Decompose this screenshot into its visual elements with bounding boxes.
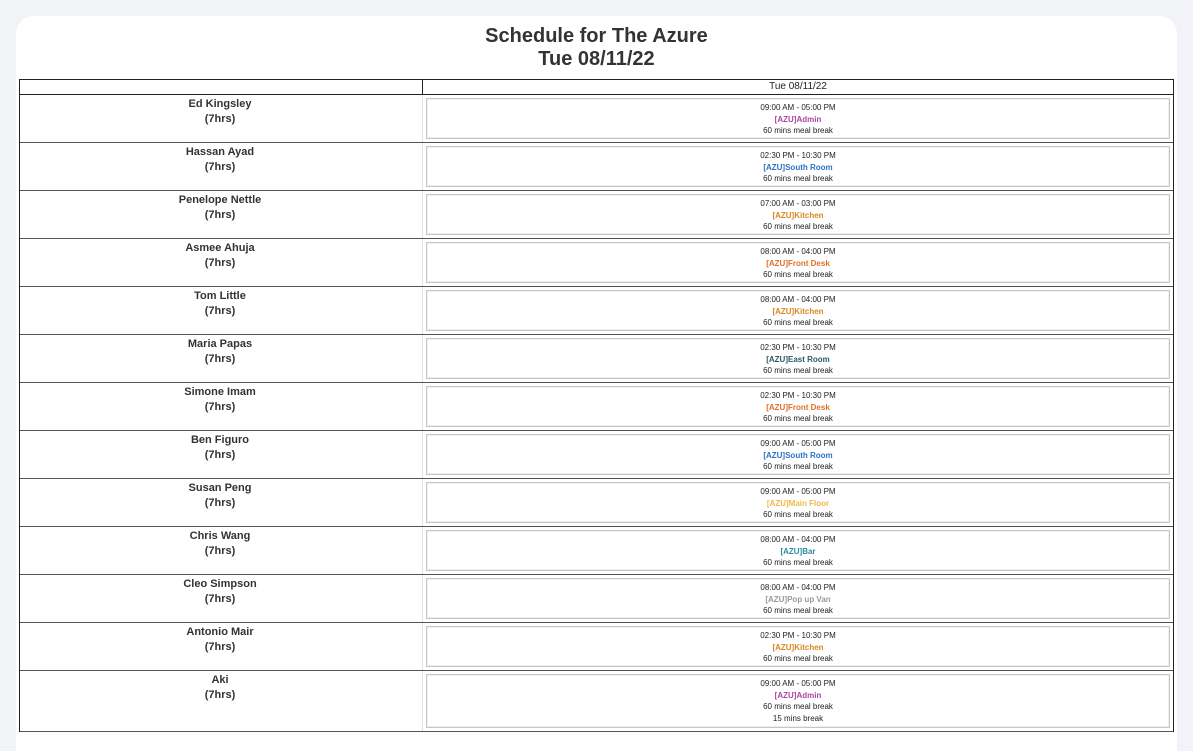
shift-cell	[422, 143, 1173, 190]
shift-area-label: [AZU]Bar	[780, 546, 816, 556]
employee-hours: (7hrs)	[204, 545, 236, 557]
shift-cell	[422, 383, 1173, 430]
shift-area-label: [AZU]Front Desk	[766, 258, 830, 268]
shift-time: 09:00 AM - 05:00 PM	[760, 487, 836, 496]
schedule-page	[16, 16, 1177, 751]
employee-hours: (7hrs)	[204, 305, 236, 317]
shift-cell	[422, 575, 1173, 622]
shift-area-label: [AZU]South Room	[763, 450, 833, 460]
shift-break: 60 mins meal break	[763, 558, 833, 567]
employee-name[interactable]: Chris Wang	[189, 530, 251, 542]
shift-card[interactable]	[426, 482, 1170, 523]
employee-hours: (7hrs)	[204, 449, 236, 461]
shift-card[interactable]	[426, 386, 1170, 427]
shift-break: 60 mins meal break	[763, 510, 833, 519]
shift-card[interactable]	[426, 578, 1170, 619]
table-row	[20, 575, 1173, 623]
shift-cell	[422, 287, 1173, 334]
shift-card[interactable]	[426, 242, 1170, 283]
employee-hours: (7hrs)	[204, 209, 236, 221]
employee-hours: (7hrs)	[204, 401, 236, 413]
shift-cell	[422, 671, 1173, 731]
employee-name[interactable]: Asmee Ahuja	[185, 242, 255, 254]
table-row	[20, 431, 1173, 479]
employee-hours: (7hrs)	[204, 353, 236, 365]
shift-break: 60 mins meal break	[763, 222, 833, 231]
employee-name[interactable]: Hassan Ayad	[185, 146, 255, 158]
shift-break: 60 mins meal break	[763, 174, 833, 183]
title-line-2: Tue 08/11/22	[538, 48, 655, 70]
title-line-1: Schedule for The Azure	[485, 25, 708, 47]
shift-cell	[422, 527, 1173, 574]
shift-time: 02:30 PM - 10:30 PM	[760, 151, 836, 160]
shift-card[interactable]	[426, 98, 1170, 139]
shift-break: 15 mins break	[772, 713, 824, 723]
date-column-header: Tue 08/11/22	[422, 80, 1173, 94]
page-title	[16, 25, 1177, 71]
employee-cell	[20, 383, 420, 415]
shift-break: 60 mins meal break	[763, 606, 833, 615]
shift-area-label: [AZU]Kitchen	[772, 642, 824, 652]
shift-area-label: [AZU]Kitchen	[772, 210, 824, 220]
employee-name[interactable]: Simone Imam	[184, 386, 256, 398]
shift-card[interactable]	[426, 674, 1170, 728]
shift-cell	[422, 191, 1173, 238]
table-row	[20, 383, 1173, 431]
employee-hours: (7hrs)	[204, 641, 236, 653]
employee-name[interactable]: Antonio Mair	[186, 626, 254, 638]
shift-break: 60 mins meal break	[763, 270, 833, 279]
table-row	[20, 287, 1173, 335]
employee-cell	[20, 95, 420, 127]
shift-cell	[422, 479, 1173, 526]
shift-break: 60 mins meal break	[763, 654, 833, 663]
employee-name[interactable]: Tom Little	[194, 290, 246, 302]
shift-card[interactable]	[426, 290, 1170, 331]
table-row	[20, 479, 1173, 527]
table-row	[20, 143, 1173, 191]
schedule-table	[19, 79, 1174, 732]
employee-hours: (7hrs)	[204, 593, 236, 605]
shift-time: 09:00 AM - 05:00 PM	[760, 103, 836, 112]
table-header-row	[20, 79, 1173, 95]
shift-time: 08:00 AM - 04:00 PM	[760, 583, 836, 592]
table-row	[20, 95, 1173, 143]
employee-name[interactable]: Penelope Nettle	[178, 194, 262, 206]
table-row	[20, 239, 1173, 287]
employee-cell	[20, 431, 420, 463]
shift-card[interactable]	[426, 146, 1170, 187]
shift-area-label: [AZU]Admin	[774, 114, 822, 124]
shift-break: 60 mins meal break	[763, 366, 833, 375]
shift-card[interactable]	[426, 626, 1170, 667]
shift-break: 60 mins meal break	[763, 414, 833, 423]
employee-hours: (7hrs)	[204, 257, 236, 269]
shift-time: 08:00 AM - 04:00 PM	[760, 247, 836, 256]
shift-time: 02:30 PM - 10:30 PM	[760, 631, 836, 640]
table-row	[20, 527, 1173, 575]
shift-cell	[422, 431, 1173, 478]
shift-cell	[422, 623, 1173, 670]
shift-card[interactable]	[426, 434, 1170, 475]
employee-column-header	[20, 80, 420, 94]
shift-cell	[422, 95, 1173, 142]
shift-break: 60 mins meal break	[763, 126, 833, 135]
employee-name[interactable]: Ben Figuro	[190, 434, 250, 446]
shift-cell	[422, 239, 1173, 286]
employee-cell	[20, 191, 420, 223]
shift-card[interactable]	[426, 530, 1170, 571]
shift-time: 08:00 AM - 04:00 PM	[760, 295, 836, 304]
shift-area-label: [AZU]Main Floor	[766, 498, 830, 508]
employee-hours: (7hrs)	[204, 497, 236, 509]
shift-area-label: [AZU]Kitchen	[772, 306, 824, 316]
employee-cell	[20, 527, 420, 559]
shift-time: 09:00 AM - 05:00 PM	[760, 679, 836, 688]
table-row	[20, 191, 1173, 239]
employee-cell	[20, 479, 420, 511]
employee-cell	[20, 143, 420, 175]
employee-name[interactable]: Ed Kingsley	[188, 98, 252, 110]
shift-time: 08:00 AM - 04:00 PM	[760, 535, 836, 544]
shift-break: 60 mins meal break	[763, 462, 833, 471]
employee-hours: (7hrs)	[204, 113, 236, 125]
shift-card[interactable]	[426, 338, 1170, 379]
employee-cell	[20, 335, 420, 367]
table-row	[20, 335, 1173, 383]
employee-name[interactable]: Maria Papas	[187, 338, 253, 350]
shift-area-label: [AZU]East Room	[766, 354, 830, 364]
employee-name[interactable]: Aki	[211, 674, 229, 686]
employee-hours: (7hrs)	[204, 689, 236, 701]
shift-card[interactable]	[426, 194, 1170, 235]
employee-cell	[20, 623, 420, 655]
table-body	[20, 95, 1173, 732]
employee-cell	[20, 671, 420, 703]
shift-area-label: [AZU]South Room	[763, 162, 833, 172]
shift-time: 07:00 AM - 03:00 PM	[760, 199, 836, 208]
shift-break: 60 mins meal break	[763, 702, 833, 711]
employee-name[interactable]: Cleo Simpson	[183, 578, 257, 590]
shift-cell	[422, 335, 1173, 382]
shift-time: 09:00 AM - 05:00 PM	[760, 439, 836, 448]
shift-break: 60 mins meal break	[763, 318, 833, 327]
employee-name[interactable]: Susan Peng	[188, 482, 252, 494]
employee-cell	[20, 239, 420, 271]
shift-time: 02:30 PM - 10:30 PM	[760, 391, 836, 400]
employee-cell	[20, 287, 420, 319]
employee-cell	[20, 575, 420, 607]
shift-area-label: [AZU]Pop up Van	[765, 594, 831, 604]
shift-area-label: [AZU]Front Desk	[766, 402, 830, 412]
shift-area-label: [AZU]Admin	[774, 690, 822, 700]
table-row	[20, 623, 1173, 671]
shift-time: 02:30 PM - 10:30 PM	[760, 343, 836, 352]
table-row	[20, 671, 1173, 732]
employee-hours: (7hrs)	[204, 161, 236, 173]
